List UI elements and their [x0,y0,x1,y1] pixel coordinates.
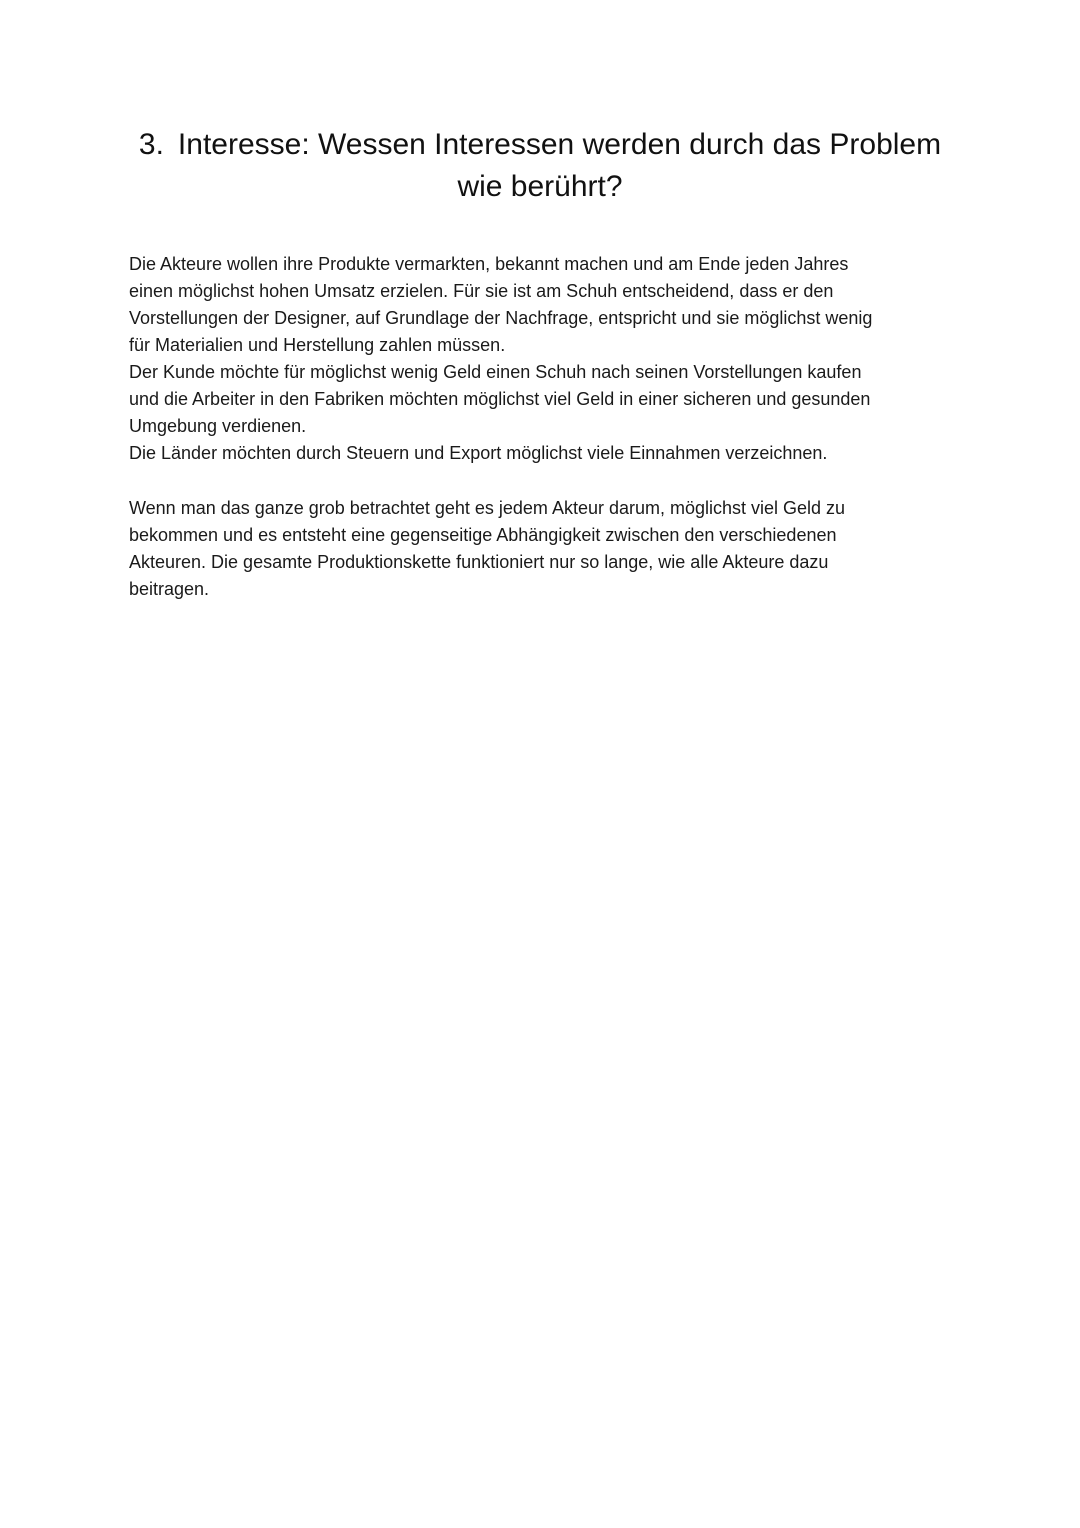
text-line: für Materialien und Herstellung zahlen müssen. [129,335,506,355]
section-heading [100,124,980,208]
heading-title: Interesse: Wessen Interessen werden durch das Problem [177,128,942,161]
paragraph-summary [129,495,959,603]
text-line: bekommen und es entsteht eine gegenseitige Abhängigkeit zwischen den verschiedenen [129,525,837,545]
text-line: Vorstellungen der Designer, auf Grundlage der Nachfrage, entspricht und sie möglichst wenig [129,308,873,328]
text-line: Der Kunde möchte für möglichst wenig Geld einen Schuh nach seinen Vorstellungen kaufen [129,362,862,382]
text-line: Akteuren. Die gesamte Produktionskette funktioniert nur so lange, wie alle Akteure dazu [129,552,829,572]
text-line: Die Länder möchten durch Steuern und Export möglichst viele Einnahmen verzeichnen. [129,443,828,463]
text-line: Umgebung verdienen. [129,416,307,436]
paragraph-interests [129,251,959,467]
text-line: Die Akteure wollen ihre Produkte vermarkten, bekannt machen und am Ende jeden Jahres [129,254,849,274]
heading-line-1 [100,124,980,166]
heading-number: 3. [138,128,164,161]
heading-line-2: wie berührt? [457,170,623,203]
text-line: einen möglichst hohen Umsatz erzielen. Für sie ist am Schuh entscheidend, dass er den [129,281,834,301]
text-line: beitragen. [129,579,210,599]
text-line: Wenn man das ganze grob betrachtet geht es jedem Akteur darum, möglichst viel Geld zu [129,498,846,518]
text-line: und die Arbeiter in den Fabriken möchten möglichst viel Geld in einer sicheren und gesunden [129,389,871,409]
